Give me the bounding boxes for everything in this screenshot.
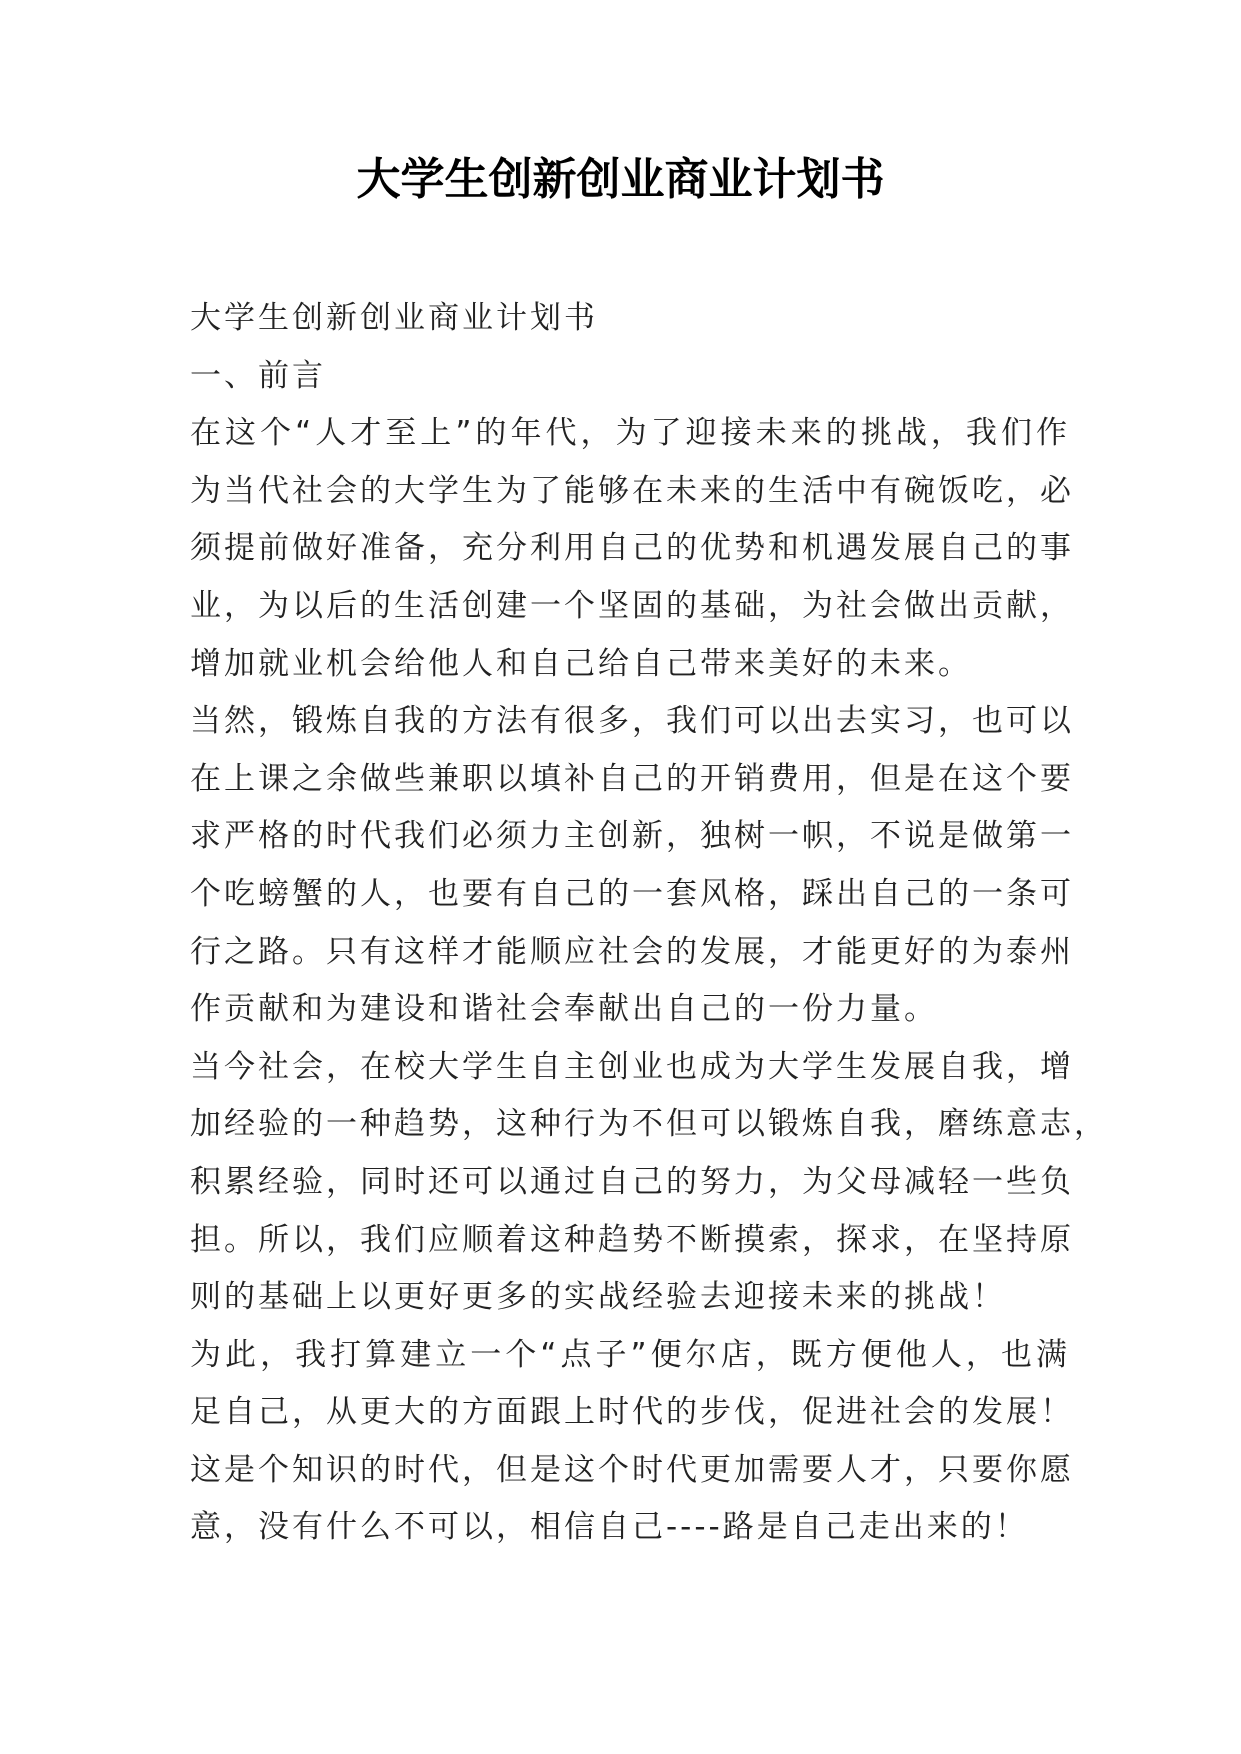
body-line: 须提前做好准备，充分利用自己的优势和机遇发展自己的事	[190, 530, 1074, 567]
body-line: 加经验的一种趋势，这种行为不但可以锻炼自我，磨练意志，	[190, 1106, 1108, 1143]
body-line: 业，为以后的生活创建一个坚固的基础，为社会做出贡献，	[190, 587, 1074, 624]
document-body	[190, 290, 1108, 1557]
body-line: 足自己，从更大的方面跟上时代的步伐，促进社会的发展！	[190, 1394, 1074, 1431]
body-line: 为此，我打算建立一个“点子”便尔店，既方便他人，也满	[190, 1336, 1070, 1373]
body-line: 求严格的时代我们必须力主创新，独树一帜，不说是做第一	[190, 818, 1074, 855]
body-line: 在上课之余做些兼职以填补自己的开销费用，但是在这个要	[190, 760, 1074, 797]
body-line: 意，没有什么不可以，相信自己----路是自己走出来的！	[190, 1509, 1029, 1546]
body-line: 为当代社会的大学生为了能够在未来的生活中有碗饭吃，必	[190, 472, 1074, 509]
body-subtitle: 大学生创新创业商业计划书	[190, 300, 598, 336]
body-line: 当然，锻炼自我的方法有很多，我们可以出去实习，也可以	[190, 703, 1074, 740]
body-line: 行之路。只有这样才能顺应社会的发展，才能更好的为泰州	[190, 933, 1074, 970]
body-line: 积累经验，同时还可以通过自己的努力，为父母减轻一些负	[190, 1163, 1074, 1200]
body-line: 在这个“人才至上”的年代，为了迎接未来的挑战，我们作	[190, 415, 1070, 452]
body-line: 当今社会，在校大学生自主创业也成为大学生发展自我，增	[190, 1048, 1074, 1085]
body-line: 则的基础上以更好更多的实战经验去迎接未来的挑战！	[190, 1279, 1006, 1316]
body-line: 作贡献和为建设和谐社会奉献出自己的一份力量。	[190, 991, 938, 1028]
document-title: 大学生创新创业商业计划书	[356, 154, 885, 205]
body-line: 个吃螃蟹的人，也要有自己的一套风格，踩出自己的一条可	[190, 875, 1074, 912]
body-line: 担。所以，我们应顺着这种趋势不断摸索，探求，在坚持原	[190, 1221, 1074, 1258]
body-line: 增加就业机会给他人和自己给自己带来美好的未来。	[190, 645, 972, 682]
body-line: 这是个知识的时代，但是这个时代更加需要人才，只要你愿	[190, 1451, 1074, 1488]
section-heading-preface: 一、前言	[190, 357, 326, 394]
